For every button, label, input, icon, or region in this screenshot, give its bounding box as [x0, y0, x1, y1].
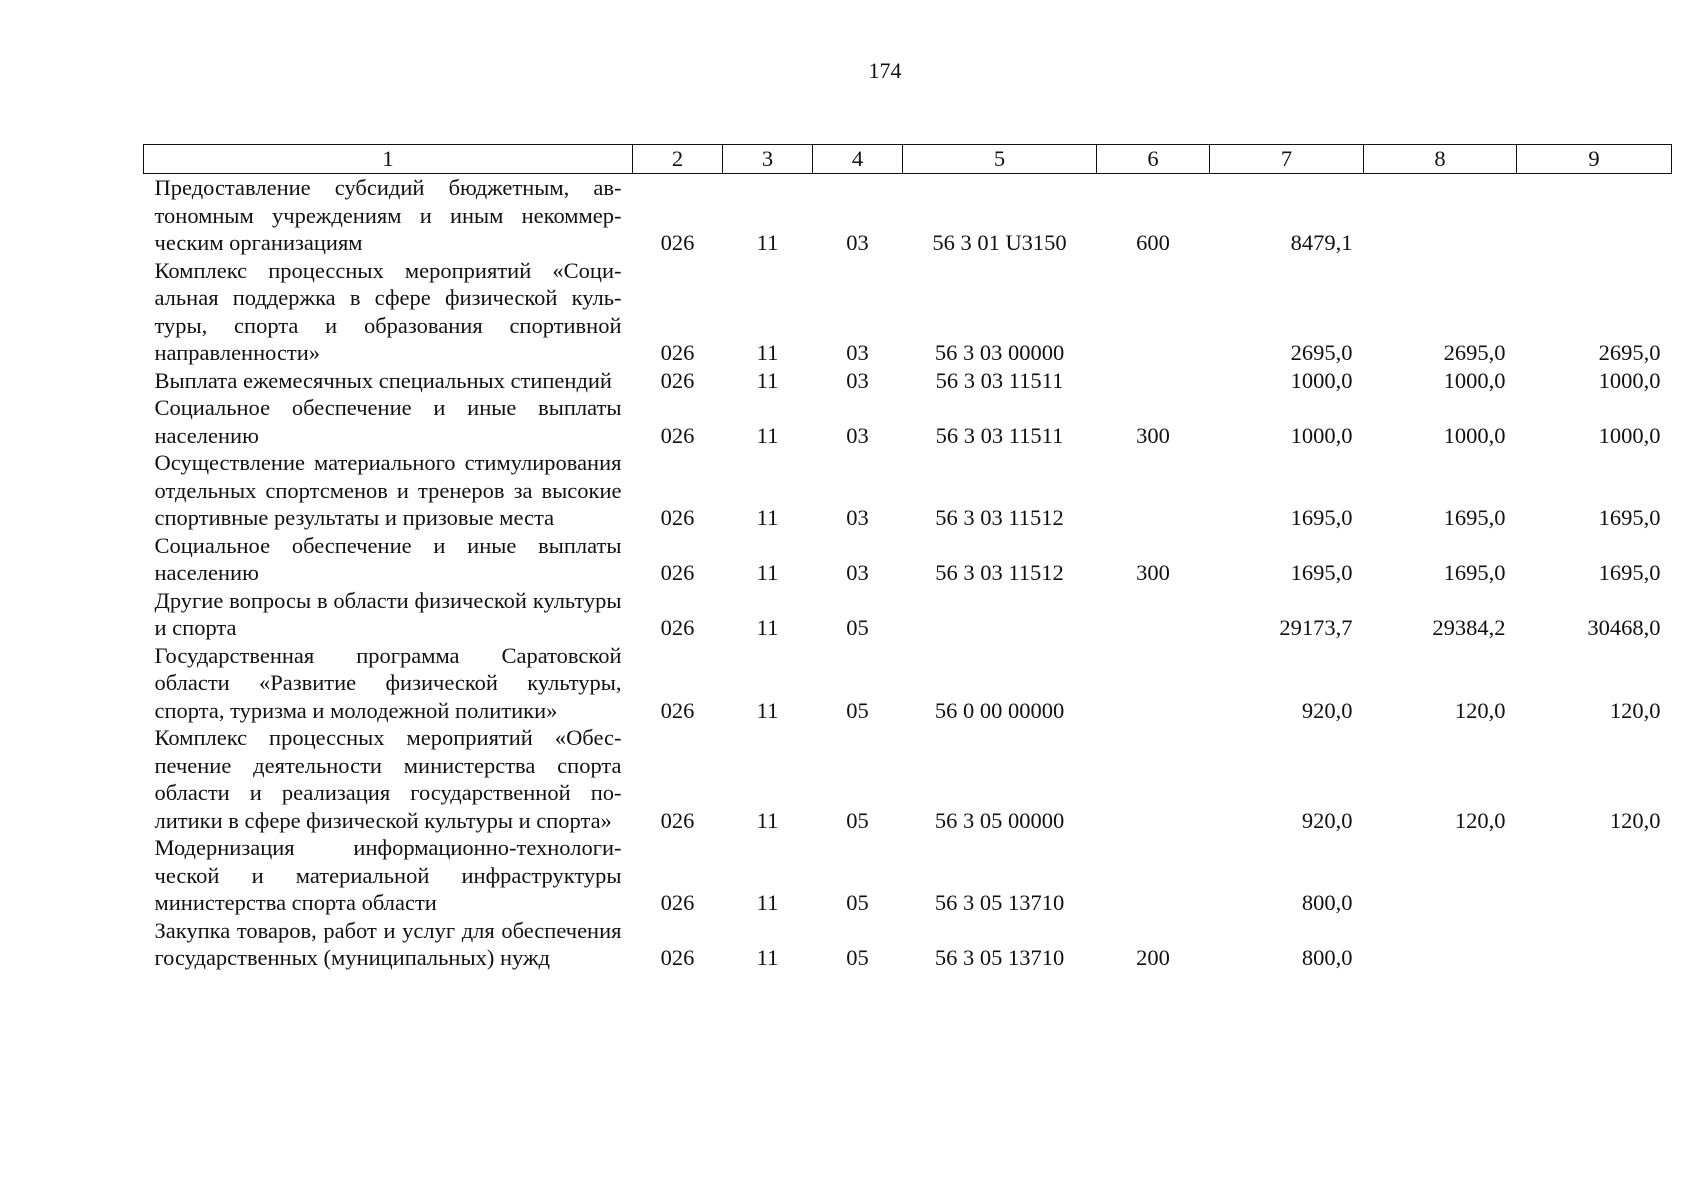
row-amount-col7: 800,0 [1301, 890, 1353, 915]
row-target-article: 56 3 01 U3150 [932, 230, 1067, 255]
row-amount-col7: 1000,0 [1290, 367, 1353, 393]
row-amount-col9 [1517, 834, 1672, 917]
page-number: 174 [868, 58, 902, 83]
row-expense-type [1097, 367, 1210, 395]
row-amount-col7: 1695,0 [1290, 505, 1353, 530]
budget-table [143, 144, 1672, 972]
row-expense-type: 300 [1136, 560, 1170, 585]
row-section-code: 11 [756, 367, 779, 393]
row-subsection-code: 03 [846, 505, 869, 530]
column-header-4: 4 [813, 145, 903, 174]
row-amount-col8: 1695,0 [1443, 560, 1506, 585]
row-expense-type: 200 [1136, 945, 1170, 970]
row-target-article: 56 3 03 11512 [935, 560, 1064, 585]
row-section-code: 11 [756, 560, 779, 585]
row-section-code: 11 [756, 807, 779, 833]
row-subsection-code: 05 [846, 945, 869, 970]
row-amount-col9: 1695,0 [1598, 560, 1661, 585]
row-amount-col9 [1517, 174, 1672, 257]
row-description: Социальное обеспечение и иные выплаты населению [154, 532, 622, 585]
row-subsection-code: 05 [846, 807, 869, 833]
row-description: Модернизация информационно-технологической и материальной инфраструктуры министерства спорта области [154, 835, 622, 915]
row-target-article [903, 587, 1097, 642]
row-amount-col7: 920,0 [1301, 807, 1353, 833]
row-expense-type [1097, 587, 1210, 642]
row-subsection-code: 03 [846, 230, 869, 255]
row-amount-col7: 920,0 [1301, 697, 1353, 723]
row-amount-col9: 1000,0 [1598, 367, 1661, 393]
row-amount-col9: 1695,0 [1598, 505, 1661, 530]
row-amount-col8: 120,0 [1454, 807, 1506, 833]
row-section-code: 11 [756, 615, 779, 640]
row-expense-type [1097, 257, 1210, 367]
table-row [144, 394, 1672, 449]
row-section-code: 11 [756, 505, 779, 530]
row-ministry-code: 026 [660, 560, 695, 585]
row-amount-col8: 1000,0 [1443, 367, 1506, 393]
row-ministry-code: 026 [660, 697, 695, 723]
row-amount-col7: 29173,7 [1279, 615, 1353, 640]
row-subsection-code: 03 [846, 422, 869, 448]
row-target-article: 56 3 03 11511 [935, 367, 1064, 393]
row-amount-col7: 2695,0 [1290, 340, 1353, 365]
table-row [144, 587, 1672, 642]
column-header-9: 9 [1517, 145, 1672, 174]
row-amount-col8: 1000,0 [1443, 422, 1506, 448]
table-row [144, 724, 1672, 834]
row-description: Другие вопросы в области физической культуры и спорта [154, 587, 622, 640]
column-header-8: 8 [1364, 145, 1517, 174]
row-description: Государственная программа Саратовской области «Развитие физической культуры, спорта, туризма и молодежной политики» [154, 642, 622, 723]
header-row [144, 145, 1672, 174]
row-target-article: 56 3 05 13710 [934, 890, 1065, 915]
row-description: Комплекс процессных мероприятий «Обеспечение деятельности министерства спорта области и реализация государственной политики в сфере физической культуры и спорта» [154, 725, 622, 833]
column-header-2: 2 [633, 145, 723, 174]
row-amount-col8 [1364, 834, 1517, 917]
row-section-code: 11 [756, 340, 779, 365]
row-target-article: 56 3 03 00000 [934, 340, 1065, 365]
row-amount-col9 [1517, 917, 1672, 972]
row-ministry-code: 026 [660, 230, 695, 255]
row-ministry-code: 026 [660, 615, 695, 640]
row-section-code: 11 [756, 890, 779, 915]
row-expense-type [1097, 642, 1210, 725]
row-description: Социальное обеспечение и иные выплаты населению [154, 395, 622, 448]
row-amount-col7: 800,0 [1301, 945, 1353, 970]
row-subsection-code: 05 [846, 697, 869, 723]
row-subsection-code: 03 [846, 340, 869, 365]
row-section-code: 11 [756, 945, 779, 970]
row-description: Выплата ежемесячных специальных стипендий [154, 367, 612, 393]
row-ministry-code: 026 [660, 422, 695, 448]
row-subsection-code: 03 [846, 367, 869, 393]
table-body [144, 174, 1672, 972]
row-target-article: 56 3 05 00000 [934, 807, 1065, 833]
row-expense-type: 300 [1136, 422, 1170, 448]
row-section-code: 11 [756, 230, 779, 255]
row-amount-col8 [1364, 917, 1517, 972]
row-section-code: 11 [756, 422, 779, 448]
row-amount-col7: 1695,0 [1290, 560, 1353, 585]
table-row [144, 367, 1672, 395]
row-subsection-code: 05 [846, 890, 869, 915]
row-ministry-code: 026 [660, 505, 695, 530]
row-section-code: 11 [756, 697, 779, 723]
row-amount-col9: 120,0 [1609, 697, 1661, 723]
row-amount-col9: 30468,0 [1587, 615, 1661, 640]
row-description: Предоставление субсидий бюджетным, автономным учреждениям и иным некоммерческим организациям [154, 175, 622, 255]
row-ministry-code: 026 [660, 367, 695, 393]
row-description: Закупка товаров, работ и услуг для обеспечения государственных (муниципальных) нужд [154, 917, 622, 970]
row-target-article: 56 3 03 11511 [935, 422, 1064, 448]
table-row [144, 642, 1672, 725]
row-ministry-code: 026 [660, 945, 695, 970]
row-amount-col8: 29384,2 [1432, 615, 1506, 640]
row-amount-col9: 2695,0 [1598, 340, 1661, 365]
table-row [144, 917, 1672, 972]
row-target-article: 56 0 00 00000 [934, 697, 1065, 723]
row-amount-col7: 8479,1 [1290, 230, 1353, 255]
row-ministry-code: 026 [660, 890, 695, 915]
row-amount-col8: 2695,0 [1443, 340, 1506, 365]
row-amount-col8: 1695,0 [1443, 505, 1506, 530]
row-ministry-code: 026 [660, 340, 695, 365]
column-header-7: 7 [1210, 145, 1364, 174]
table-row [144, 532, 1672, 587]
row-subsection-code: 05 [846, 615, 869, 640]
row-amount-col7: 1000,0 [1290, 422, 1353, 448]
row-description: Комплекс процессных мероприятий «Социальная поддержка в сфере физической культуры, спорта и образования спортивной направленности» [154, 257, 622, 365]
budget-table-container [143, 144, 1672, 972]
table-row [144, 834, 1672, 917]
table-row [144, 449, 1672, 532]
table-row [144, 257, 1672, 367]
column-header-3: 3 [723, 145, 813, 174]
row-ministry-code: 026 [660, 807, 695, 833]
row-amount-col8 [1364, 174, 1517, 257]
row-amount-col9: 1000,0 [1598, 422, 1661, 448]
row-description: Осуществление материального стимулирования отдельных спортсменов и тренеров за высокие спортивные результаты и призовые места [154, 450, 622, 530]
row-target-article: 56 3 03 11512 [935, 505, 1064, 530]
table-header [144, 145, 1672, 174]
row-expense-type [1097, 449, 1210, 532]
row-target-article: 56 3 05 13710 [934, 945, 1065, 970]
row-amount-col9: 120,0 [1609, 807, 1661, 833]
row-expense-type [1097, 724, 1210, 834]
row-expense-type: 600 [1136, 230, 1170, 255]
column-header-5: 5 [903, 145, 1097, 174]
row-amount-col8: 120,0 [1454, 697, 1506, 723]
row-subsection-code: 03 [846, 560, 869, 585]
column-header-6: 6 [1097, 145, 1210, 174]
row-expense-type [1097, 834, 1210, 917]
table-row [144, 174, 1672, 257]
column-header-1: 1 [144, 145, 633, 174]
